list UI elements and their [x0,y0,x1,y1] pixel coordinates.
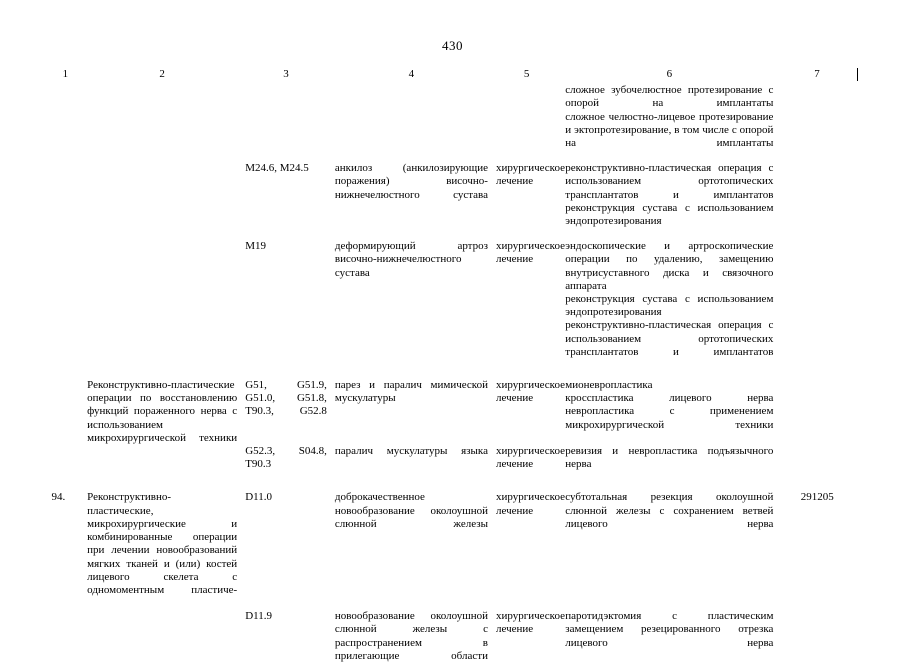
cell-id [777,445,857,471]
row-spacer [48,471,858,481]
column-header-6: 6 [666,68,673,80]
spacer-cell [48,359,858,369]
column-header-5: 5 [523,68,530,80]
cell-method: хирургическое лечение [495,162,565,188]
cell-id [777,369,857,445]
service-line: мионевропластика [565,379,653,392]
cell-method [492,81,561,110]
cell-name [83,228,241,359]
cell-num [48,445,84,471]
cell-service [561,369,777,445]
table-row [48,597,858,663]
medical-services-table [48,68,858,663]
cell-name [83,81,241,110]
cell-diagnosis: доброкачественное новообразование околоушной слюнной железы [334,491,488,530]
cell-service [561,597,777,663]
table-row [48,445,858,471]
cell-id [777,597,857,663]
cell-diagnosis: деформирующий артроз височно-нижнечелюстного сустава [334,240,488,279]
service-line: реконструкция сустава с использованием эндопротезирования [565,201,774,228]
table-row [48,111,858,151]
cell-diagnosis [331,81,492,110]
column-header-3: 3 [283,68,289,80]
cell-name: Реконструктивно-пластические операции по восстановлению функций пораженного нерва с использованием микрохирургической техники [87,379,238,444]
cell-diagnosis: новообразование околоушной слюнной железы с распространением в прилегающие области [334,610,488,662]
cell-id: 291205 [800,491,834,504]
service-line: реконструкция сустава с использованием эндопротезирования [565,293,774,319]
cell-method [492,111,561,151]
cell-diagnosis: анкилоз (анкилозирующие поражения) височно-нижнечелюстного сустава [334,162,488,201]
service-line: реконструктивно-пластическая операция с использованием ортотопических трансплантатов и имплантатов [565,162,774,201]
cell-num [48,111,84,151]
cell-code: D11.0 [245,491,272,504]
cell-num: 94. [51,491,66,504]
service-line: невропластика с применением микрохирургической техники [565,405,774,431]
cell-code: M19 [245,240,266,253]
cell-code: M24.6, M24.5 [245,162,309,175]
cell-name [83,150,241,228]
cell-id [777,150,857,228]
cell-diagnosis [331,111,492,151]
cell-method: хирургическое лечение [495,379,565,405]
cell-code: G51, G51.9, G51.0, G51.8, T90.3, G52.8 [245,379,327,418]
column-header-4: 4 [408,68,415,80]
page-number: 430 [442,38,463,53]
table-row [48,228,858,359]
cell-code [241,111,331,151]
cell-id [777,111,857,151]
column-header-2: 2 [159,68,165,80]
table-row [48,369,858,445]
cell-code [241,81,331,110]
service-line: ревизия и невропластика подъязычного нерва [565,445,774,471]
service-line: субтотальная резекция околоушной слюнной железы с сохранением ветвей лицевого нерва [565,491,774,530]
cell-num [48,150,84,228]
cell-method: хирургическое лечение [495,445,565,471]
service-line: кросспластика лицевого нерва [565,392,774,405]
row-spacer [48,359,858,369]
cell-service: сложное зубочелюстное протезирование с опорой на имплантаты [565,84,774,110]
cell-code: G52.3, S04.8, T90.3 [245,445,327,471]
cell-code: D11.9 [245,610,272,623]
spacer-cell [48,471,858,481]
table-row [48,481,858,597]
cell-num [48,81,84,110]
cell-diagnosis: парез и паралич мимической мускулатуры [334,379,488,405]
cell-name [83,111,241,151]
cell-service [561,228,777,359]
service-line: эндоскопические и артроскопические операции по удалению, замещению внутрисуставного диска и связочного аппарата [565,240,774,292]
cell-num [48,369,84,445]
cell-name [83,445,241,471]
service-line: паротидэктомия с пластическим замещением резецированного отрезка лицевого нерва [565,610,774,649]
cell-method: хирургическое лечение [495,610,565,636]
cell-service [561,445,777,471]
cell-name [83,597,241,663]
table-column-header-row [48,68,858,81]
cell-method: хирургическое лечение [495,491,565,517]
cell-service [561,150,777,228]
table-row [48,150,858,228]
cell-method: хирургическое лечение [495,240,565,266]
cell-num [48,597,84,663]
cell-num [48,228,84,359]
cell-service [561,481,777,597]
service-line: реконструктивно-пластическая операция с использованием ортотопических трансплантатов и имплантатов [565,319,774,358]
column-header-1: 1 [62,68,69,80]
cell-name: Реконструктивно-пластические, микрохирургические и комбинированные операции при лечении новообразований мягких тканей и (или) костей лицевого скелета с одномоментным пластиче- [87,491,238,596]
cell-id [777,228,857,359]
cell-diagnosis: паралич мускулатуры языка [334,445,488,458]
column-header-7: 7 [777,68,857,81]
cell-service: сложное челюстно-лицевое протезирование и эктопротезирование, в том числе с опорой на имплантаты [565,110,774,150]
cell-id [777,81,857,110]
table-row [48,81,858,110]
